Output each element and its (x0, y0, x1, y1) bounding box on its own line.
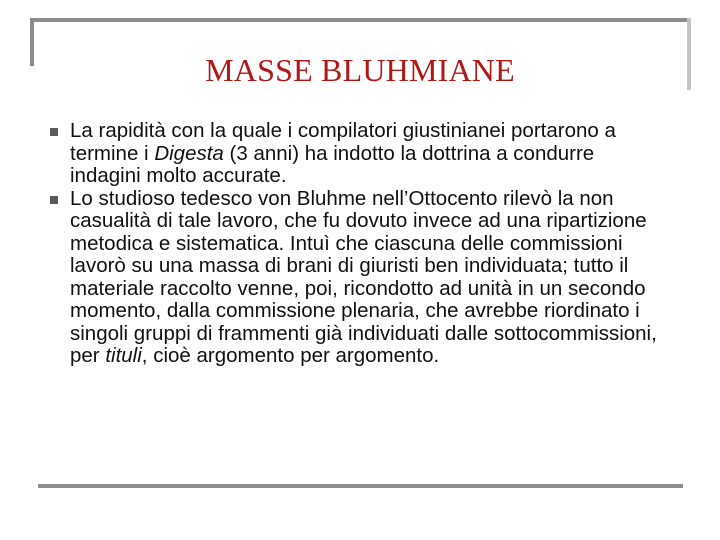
bullet-text: , cioè argomento per argomento. (141, 344, 440, 367)
square-bullet-icon (50, 128, 58, 136)
frame-top-line (30, 18, 691, 22)
bullet-item (50, 188, 670, 368)
square-bullet-icon (50, 196, 58, 204)
slide-title: MASSE BLUHMIANE (205, 52, 515, 88)
bullet-list (50, 120, 670, 368)
bullet-text: Lo studioso tedesco von Bluhme nell’Ottocento rilevò la non casualità di tale lavoro, che fu dovuto invece ad una ripartizione metodica e sistematica. Intuì che ciascuna delle commissioni lavorò su una massa di brani di giuristi ben individuata; tutto il materiale raccolto venne, poi, ricondotto ad unità in un secondo momento, dalla commissione plenaria, che avrebbe riordinato i singoli gruppi di frammenti già individuati dalle sottocommissioni, per (70, 186, 657, 367)
bullet-text: La rapidità con la quale i compilatori giustinianei portarono a termine i (70, 119, 616, 165)
bullet-text: (3 anni) ha indotto la dottrina a condurre indagini molto accurate. (70, 141, 595, 187)
frame-bottom-line (38, 484, 683, 488)
bullet-item (50, 120, 670, 188)
bullet-italic-term: tituli (105, 344, 142, 367)
bullet-italic-term: Digesta (154, 141, 224, 165)
